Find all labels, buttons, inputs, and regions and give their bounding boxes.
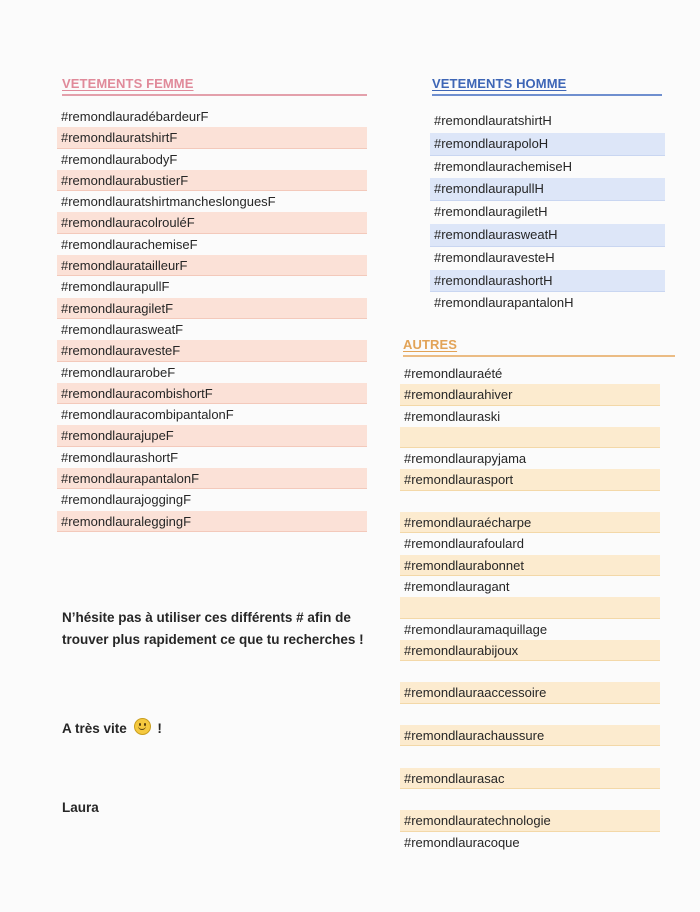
- autres-hashtag-item: #remondlaurachaussure: [400, 725, 660, 746]
- autres-hashtag-item: #remondlaurabonnet: [400, 555, 660, 576]
- femme-hashtag-list: [57, 106, 367, 532]
- homme-hashtag-item: #remondlauravesteH: [434, 249, 555, 265]
- autres-hashtag-item: #remondlaurafoulard: [404, 536, 524, 552]
- homme-hashtag-item: #remondlaurashortH: [430, 270, 665, 293]
- autres-hashtag-item: #remondlauraaccessoire: [400, 682, 660, 703]
- femme-hashtag-item: #remondlauradébardeurF: [61, 109, 209, 124]
- autres-hashtag-item: #remondlaurapyjama: [404, 451, 527, 467]
- autres-hashtag-item: #remondlauratechnologie: [400, 810, 660, 831]
- homme-hashtag-item: #remondlauratshirtH: [434, 113, 552, 128]
- autres-hashtag-item: [400, 704, 660, 725]
- femme-hashtag-item: #remondlaurajoggingF: [61, 492, 192, 508]
- autres-hashtag-item: #remondlauraété: [404, 366, 503, 381]
- goodbye-exclamation: !: [157, 721, 162, 736]
- autres-hashtag-item: #remondlauramaquillage: [404, 621, 548, 637]
- autres-hashtag-item: #remondlaurabijoux: [400, 640, 660, 661]
- femme-hashtag-item: #remondlaurachemiseF: [61, 236, 198, 252]
- autres-hashtag-item: #remondlauragant: [404, 578, 510, 594]
- autres-hashtag-item: [400, 661, 660, 682]
- femme-hashtag-item: #remondlaurasweatF: [61, 321, 184, 337]
- autres-hashtag-item: #remondlauracoque: [404, 834, 520, 850]
- signature: Laura: [62, 800, 99, 815]
- femme-hashtag-item: #remondlaurabustierF: [57, 170, 367, 191]
- autres-hashtag-item: [400, 789, 660, 810]
- autres-hashtag-item: #remondlauraécharpe: [400, 512, 660, 533]
- goodbye-line: [62, 718, 162, 740]
- femme-hashtag-item: #remondlauravesteF: [57, 340, 367, 361]
- femme-hashtag-item: #remondlaurapullF: [61, 279, 170, 295]
- femme-hashtag-item: #remondlauratshirtF: [57, 127, 367, 148]
- femme-hashtag-item: #remondlauracolrouléF: [57, 212, 367, 233]
- autres-hashtag-item: #remondlaurasport: [400, 469, 660, 490]
- autres-hashtag-item: [400, 746, 660, 767]
- homme-hashtag-item: #remondlaurachemiseH: [434, 158, 573, 174]
- homme-hashtag-item: #remondlauragiletH: [434, 204, 548, 220]
- autres-hashtag-item: #remondlaurahiver: [400, 384, 660, 405]
- homme-hashtag-item: #remondlaurapoloH: [430, 133, 665, 156]
- femme-hashtag-item: #remondlauragiletF: [57, 298, 367, 319]
- femme-hashtag-item: #remondlauratshirtmancheslonguesF: [61, 194, 276, 210]
- femme-hashtag-item: #remondlauraleggingF: [57, 511, 367, 532]
- homme-hashtag-list: [430, 110, 665, 315]
- smiley-icon: [134, 718, 151, 735]
- femme-hashtag-item: #remondlauracombipantalonF: [61, 407, 234, 423]
- femme-hashtag-item: #remondlauratailleurF: [57, 255, 367, 276]
- homme-hashtag-item: #remondlaurapantalonH: [434, 295, 574, 311]
- autres-hashtag-item: [400, 427, 660, 448]
- homme-section-title: VETEMENTS HOMME: [432, 76, 662, 96]
- autres-hashtag-item: [400, 491, 660, 512]
- homme-hashtag-item: #remondlaurasweatH: [430, 224, 665, 247]
- femme-hashtag-item: #remondlaurarobeF: [61, 364, 176, 380]
- femme-section-title: VETEMENTS FEMME: [62, 76, 367, 96]
- autres-hashtag-item: #remondlaurasac: [400, 768, 660, 789]
- femme-hashtag-item: #remondlauracombishortF: [57, 383, 367, 404]
- femme-hashtag-item: #remondlaurapantalonF: [57, 468, 367, 489]
- homme-hashtag-item: #remondlaurapullH: [430, 178, 665, 201]
- autres-hashtag-list: [400, 363, 660, 853]
- autres-hashtag-item: #remondlauraski: [404, 408, 501, 424]
- femme-hashtag-item: #remondlaurajupeF: [57, 425, 367, 446]
- autres-hashtag-item: [400, 597, 660, 618]
- autres-section-title: AUTRES: [403, 337, 675, 357]
- femme-hashtag-item: #remondlaurashortF: [61, 449, 179, 465]
- goodbye-text: A très vite: [62, 721, 127, 736]
- info-message: N’hésite pas à utiliser ces différents # afin de trouver plus rapidement ce que tu recherches !: [62, 610, 364, 647]
- femme-hashtag-item: #remondlaurabodyF: [61, 151, 178, 167]
